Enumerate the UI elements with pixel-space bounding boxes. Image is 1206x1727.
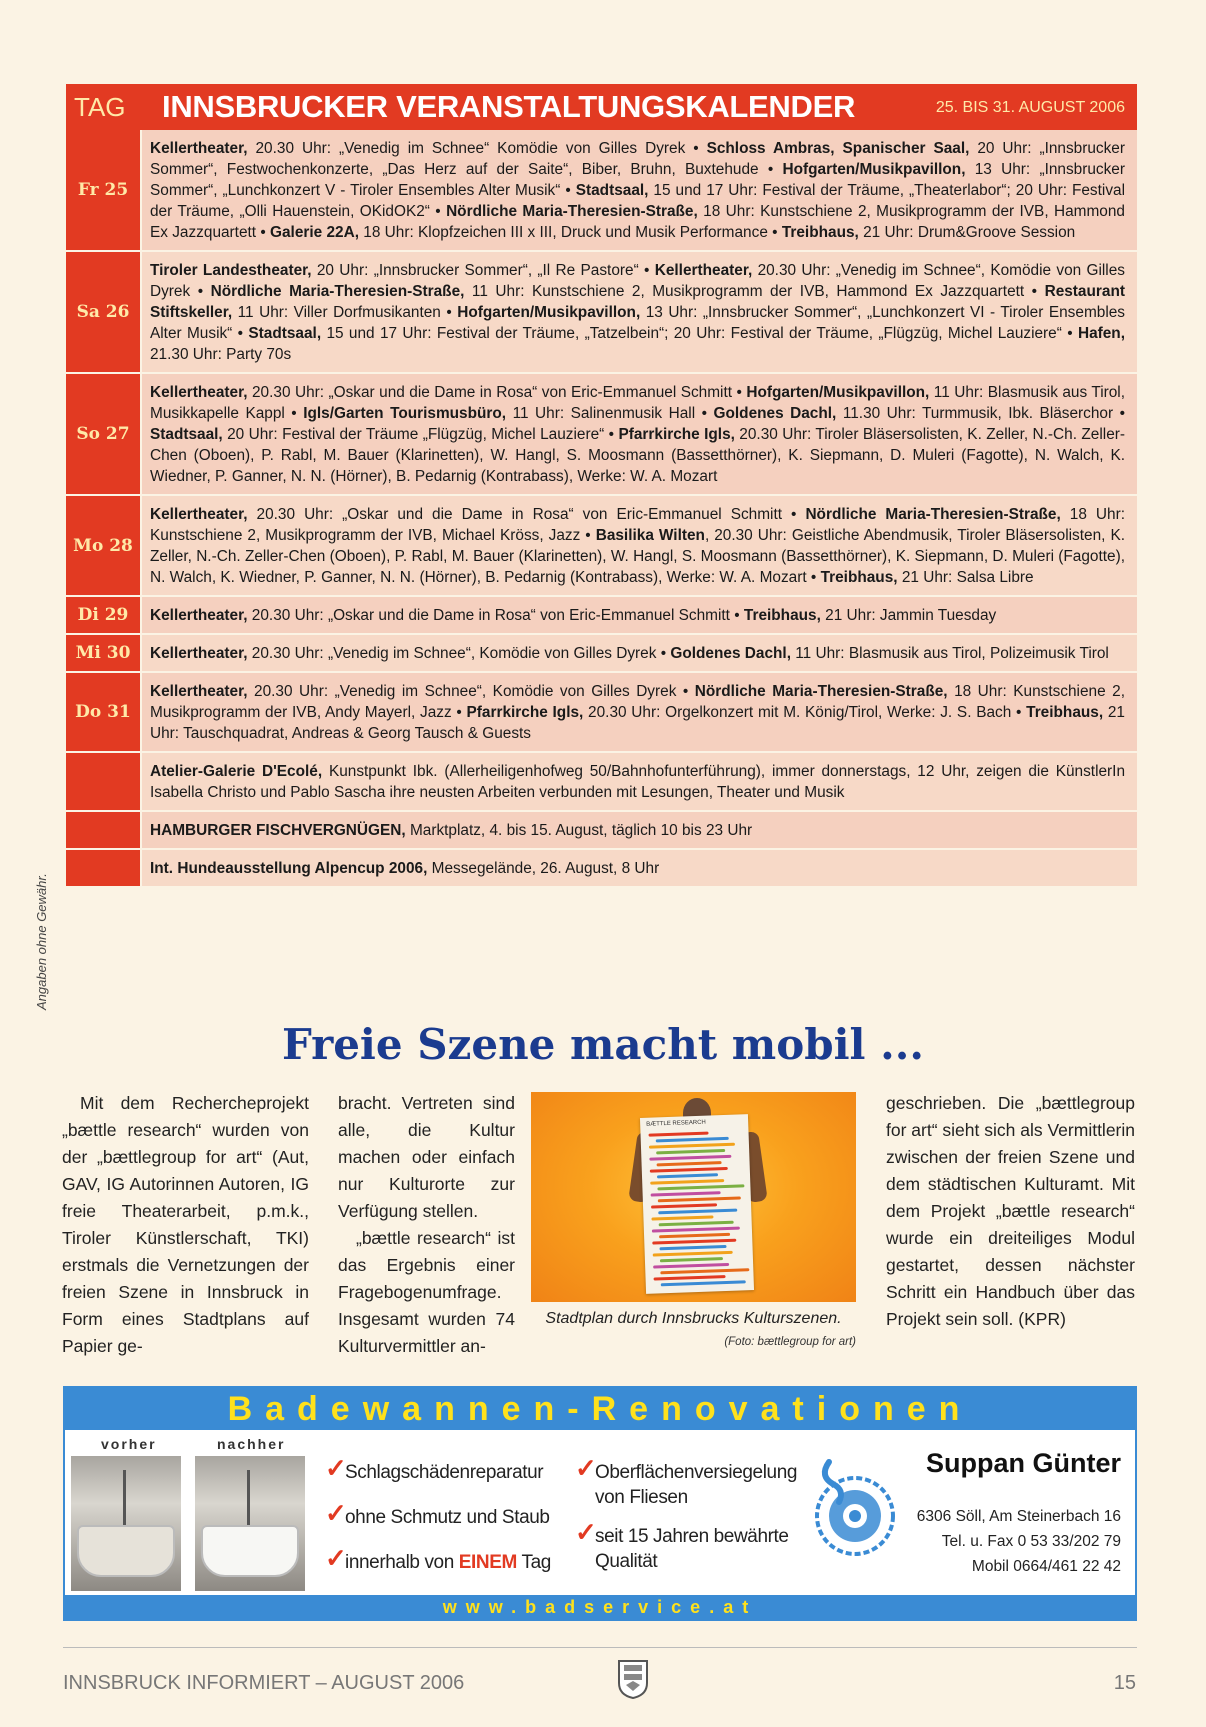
event-details: 15 und 17 Uhr: Festival der Träume, „Tatzelbein“; 20 Uhr: Festival der Träume, „Flügzüg, Michel Lauziere“ •	[321, 325, 1078, 342]
checkmark-icon: ✓	[325, 1453, 347, 1483]
event-details: 20.30 Uhr: „Oskar und die Dame in Rosa“ von Eric-Emmanuel Schmitt •	[247, 384, 747, 401]
poster-map-line	[657, 1161, 722, 1166]
event-venue: Treibhaus,	[781, 224, 859, 241]
event-venue: Hofgarten/Musikpavillon,	[746, 384, 930, 401]
calendar-day-label: Sa 26	[66, 252, 142, 372]
checkmark-icon: ✓	[575, 1517, 597, 1547]
event-details: 11 Uhr: Viller Dorfmusikanten •	[232, 304, 458, 321]
event-details: Kunstpunkt Ibk. (Allerheiligenhofweg 50/Bahnhofunterführung), immer donnerstags, 12 Uhr, zeigen die KünstlerIn Isabella Christo und Pablo Sascha ihre neusten Arbeiten verbunden mit Lesungen, Theater und Musik	[150, 763, 1126, 801]
event-details: Marktplatz, 4. bis 15. August, täglich 10 bis 23 Uhr	[405, 822, 753, 839]
event-details: 13 Uhr: „Innsbrucker Sommer“, „Lunchkonzert V - Tiroler Ensembles Alter Musik“ •	[150, 161, 1125, 199]
event-details: 11 Uhr: Blasmusik aus Tirol, Polizeimusik Tirol	[790, 645, 1109, 662]
poster-map-line	[659, 1233, 730, 1238]
after-bathtub-photo	[195, 1456, 305, 1591]
event-venue: Schloss Ambras, Spanischer Saal,	[706, 140, 970, 157]
company-website[interactable]: www.badservice.at	[65, 1595, 1135, 1619]
calendar-rows	[66, 130, 1137, 888]
event-venue: Nördliche Maria-Theresien-Straße,	[694, 683, 948, 700]
event-venue: Kellertheater,	[150, 384, 248, 401]
event-details: 20 Uhr: „Innsbrucker Sommer“, Festwochenkonzerte, „Das Herz auf der Saite“, Biber, Bruhn, Buxtehude •	[150, 140, 1125, 178]
shower-hose-shape	[123, 1470, 126, 1530]
calendar-day-events	[142, 850, 1137, 886]
article-paragraph: bracht. Vertreten sind alle, die Kultur machen oder einfach nur Kulturorte zur Verfügung stellen.	[338, 1093, 515, 1221]
company-name: Suppan Günter	[926, 1448, 1121, 1478]
day-column-label: TAG	[74, 91, 126, 122]
calendar-day-events	[142, 597, 1137, 633]
event-venue: Pfarrkirche Igls,	[466, 704, 584, 721]
calendar-day-events	[142, 812, 1137, 848]
event-details: 20 Uhr: Festival der Träume „Flügzüg, Michel Lauziere“ •	[222, 426, 619, 443]
poster-map-line	[650, 1179, 724, 1185]
poster-map-line	[653, 1263, 729, 1269]
calendar-day-label	[66, 812, 142, 848]
article-paragraph: Mit dem Rechercheprojekt „bættle research“ wurden von der „bættlegroup for art“ (Aut, GAV, IG Autorinnen Autoren, IG freie Theaterarbeit, p.m.k., Tiroler Künstlerschaft, TKI) erstmals die Vernetzungen der freien Szene in Innsbruck in Form eines Stadtplans auf Papier ge-	[62, 1093, 309, 1356]
event-details: 11.30 Uhr: Turmmusik, Ibk. Bläserchor •	[836, 405, 1125, 422]
event-calendar	[66, 84, 1137, 888]
poster-map-line	[652, 1227, 740, 1233]
event-venue: Stadtsaal,	[248, 325, 322, 342]
ad-feature-1	[325, 1453, 544, 1485]
shower-hose-shape	[247, 1470, 250, 1530]
poster-map-line	[649, 1132, 709, 1137]
event-venue: Treibhaus,	[743, 607, 821, 624]
poster-map-line	[660, 1257, 723, 1262]
event-details: 20.30 Uhr: „Oskar und die Dame in Rosa“ von Eric-Emmanuel Schmitt •	[247, 506, 806, 523]
calendar-day-label: Di 29	[66, 597, 142, 633]
calendar-date-range: 25. BIS 31. AUGUST 2006	[935, 99, 1125, 116]
calendar-row	[66, 812, 1137, 850]
event-details: 11 Uhr: Salinenmusik Hall •	[506, 405, 714, 422]
calendar-day-events	[142, 635, 1137, 671]
event-venue: Kellertheater,	[150, 506, 248, 523]
event-venue: Atelier-Galerie D'Ecolé,	[150, 763, 323, 780]
article-title: Freie Szene macht mobil ...	[281, 1020, 925, 1069]
calendar-header	[66, 84, 1137, 130]
event-details: 21 Uhr: Tauschquadrat, Andreas & Georg Tausch & Guests	[150, 704, 1125, 742]
event-venue: Kellertheater,	[654, 262, 753, 279]
ad-feature-text: ohne Schmutz und Staub	[345, 1507, 550, 1528]
calendar-day-events	[142, 753, 1137, 810]
calendar-day-events	[142, 130, 1137, 250]
event-venue: Kellertheater,	[150, 683, 248, 700]
poster-map-line	[658, 1196, 741, 1202]
event-venue: Tiroler Landestheater,	[150, 262, 312, 279]
ad-feature-text: Schlagschädenreparatur	[345, 1462, 544, 1483]
event-details: 21 Uhr: Jammin Tuesday	[820, 607, 997, 624]
before-label: vorher	[101, 1436, 157, 1452]
event-details: 18 Uhr: Kunstschiene 2, Musikprogramm der IVB, Hammond Ex Jazzquartett •	[150, 203, 1125, 241]
poster-map-line	[649, 1143, 735, 1149]
company-mobile: Mobil 0664/461 22 42	[971, 1558, 1121, 1575]
event-details: 18 Uhr: Kunstschiene 2, Musikprogramm der IVB, Andy Mayerl, Jazz •	[150, 683, 1125, 721]
event-venue: Kellertheater,	[150, 607, 248, 624]
event-venue: Igls/Garten Tourismusbüro,	[303, 405, 507, 422]
event-details: 21 Uhr: Drum&Groove Session	[858, 224, 1076, 241]
company-contact	[917, 1504, 1121, 1579]
after-label: nachher	[217, 1436, 286, 1452]
city-map-poster	[640, 1114, 754, 1294]
event-details: 20 Uhr: „Innsbrucker Sommer“, „Il Re Pastore“ •	[311, 262, 655, 279]
city-crest-icon	[617, 1655, 649, 1699]
calendar-row	[66, 496, 1137, 597]
poster-map-line	[651, 1191, 721, 1196]
event-details: 11 Uhr: Kunstschiene 2, Musikprogramm der IVB, Hammond Ex Jazzquartett •	[464, 283, 1045, 300]
calendar-day-label	[66, 753, 142, 810]
event-venue: Stadtsaal,	[150, 426, 223, 443]
association-seal-icon	[809, 1454, 897, 1564]
calendar-row	[66, 597, 1137, 635]
event-details: 11 Uhr: Blasmusik aus Tirol, Musikkapelle Kappl •	[150, 384, 1125, 422]
event-venue: HAMBURGER FISCHVERGNÜGEN,	[150, 822, 406, 839]
event-venue: Basilika Wilten	[595, 527, 705, 544]
ad-feature-text-post: Tag	[516, 1552, 551, 1573]
event-venue: Nördliche Maria-Theresien-Straße,	[210, 283, 465, 300]
poster-map-line	[649, 1155, 731, 1161]
event-details: 20.30 Uhr: Tiroler Bläsersolisten, K. Zeller, N.-Ch. Zeller-Chen (Oboen), P. Rabl, M. Bauer (Klarinetten), W. Hangl, S. Moosmann (Bassetthörner), K. Siepmann, D. Muleri (Fagotte), N. Walch, K. Wiedner, P. Ganner, N. N. (Hörner), B. Pedarnig (Kontrabass), Werke: W. A. Mozart	[150, 426, 1126, 485]
poster-map-line	[658, 1209, 737, 1215]
calendar-day-events	[142, 673, 1137, 751]
ad-feature-text: Oberflächenversiegelung von Fliesen	[595, 1462, 798, 1508]
event-venue: Galerie 22A,	[270, 224, 359, 241]
calendar-title: INNSBRUCKER VERANSTALTUNGSKALENDER	[162, 89, 856, 124]
poster-map-line	[656, 1149, 725, 1154]
poster-map-line	[657, 1184, 744, 1190]
poster-map-line	[652, 1239, 736, 1245]
checkmark-icon: ✓	[325, 1498, 347, 1528]
event-venue: Goldenes Dachl,	[670, 645, 791, 662]
ad-banner: Badewannen-Renovationen	[65, 1388, 1135, 1430]
event-details: 21.30 Uhr: Party 70s	[150, 346, 292, 363]
bathtub-basin-shape	[201, 1525, 299, 1577]
calendar-day-label: So 27	[66, 374, 142, 494]
company-phone: Tel. u. Fax 0 53 33/202 79	[941, 1533, 1121, 1550]
event-details: 18 Uhr: Klopfzeichen III x III, Druck und Musik Performance •	[359, 224, 782, 241]
event-venue: Treibhaus,	[1026, 704, 1104, 721]
calendar-day-label	[66, 850, 142, 886]
article-paragraph: geschrieben. Die „bættlegroup for art“ sieht sich als Vermittlerin zwischen der freien Szene und dem städtischen Kulturamt. Mit dem Projekt „bættle research“ wurde ein dreiteiliges Modul gestartet, dessen nächster Schritt ein Handbuch über das Projekt sein soll. (KPR)	[886, 1093, 1135, 1329]
photo-caption: Stadtplan durch Innsbrucks Kulturszenen.	[545, 1310, 842, 1327]
publication-footer: INNSBRUCK INFORMIERT – AUGUST 2006	[63, 1672, 465, 1694]
event-details: 20.30 Uhr: „Venedig im Schnee“, Komödie von Gilles Dyrek •	[150, 262, 1125, 300]
checkmark-icon: ✓	[325, 1543, 347, 1573]
page-number: 15	[1113, 1672, 1136, 1694]
article-column-1	[62, 1090, 309, 1360]
event-details: 20.30 Uhr: Orgelkonzert mit M. König/Tirol, Werke: J. S. Bach •	[583, 704, 1027, 721]
event-venue: Kellertheater,	[150, 645, 248, 662]
event-venue: Hafen,	[1077, 325, 1125, 342]
event-venue: Treibhaus,	[820, 569, 898, 586]
poster-map-line	[654, 1275, 726, 1281]
event-details: Messegelände, 26. August, 8 Uhr	[427, 860, 660, 877]
poster-map-line	[659, 1245, 726, 1250]
article-column-2	[338, 1090, 515, 1360]
calendar-row	[66, 130, 1137, 252]
bathtub-advertisement	[63, 1386, 1137, 1621]
footer-divider	[63, 1647, 1137, 1648]
article-column-4	[886, 1090, 1135, 1333]
event-details: 20.30 Uhr: „Oskar und die Dame in Rosa“ von Eric-Emmanuel Schmitt •	[247, 607, 744, 624]
calendar-day-label: Fr 25	[66, 130, 142, 250]
event-venue: Nördliche Maria-Theresien-Straße,	[805, 506, 1061, 523]
article-paragraph: „bættle research“ ist das Ergebnis einer Fragebogenumfrage. Insgesamt wurden 74 Kulturvermittler an-	[338, 1228, 515, 1356]
ad-feature-highlight: EINEM	[458, 1552, 517, 1573]
calendar-day-label: Do 31	[66, 673, 142, 751]
photo-credit: (Foto: bættlegroup for art)	[724, 1336, 856, 1348]
checkmark-icon: ✓	[575, 1453, 597, 1483]
event-venue: Hofgarten/Musikpavillon,	[457, 304, 641, 321]
calendar-row	[66, 850, 1137, 888]
event-details: 20.30 Uhr: „Venedig im Schnee“ Komödie von Gilles Dyrek •	[247, 140, 707, 157]
event-details: , 20.30 Uhr: Geistliche Abendmusik, Tiroler Bläsersolisten, K. Zeller, N.-Ch. Zeller-Chen (Oboen), P. Rabl, M. Bauer (Klarinetten), W. Hangl, S. Moosmann (Bassetthörner), K. Siepmann, D. Muleri (Fagotte), N. Walch, K. Wiedner, P. Ganner, N. N. (Hörner), B. Pedarnig (Kontrabass), Werke: W. A. Mozart •	[150, 527, 1125, 586]
calendar-row	[66, 673, 1137, 753]
calendar-row	[66, 374, 1137, 496]
event-venue: Nördliche Maria-Theresien-Straße,	[446, 203, 698, 220]
event-details: 18 Uhr: Kunstschiene 2, Musikprogramm der IVB, Michael Kröss, Jazz •	[150, 506, 1125, 544]
ad-feature-5	[575, 1517, 805, 1574]
poster-map-line	[660, 1268, 749, 1274]
event-venue: Kellertheater,	[150, 140, 248, 157]
article-figure	[531, 1092, 856, 1348]
calendar-day-events	[142, 252, 1137, 372]
ad-feature-3	[325, 1543, 551, 1575]
poster-map-line	[657, 1173, 718, 1178]
bathtub-basin-shape	[77, 1525, 175, 1577]
event-details: 20.30 Uhr: „Venedig im Schnee“, Komödie von Gilles Dyrek •	[247, 645, 671, 662]
calendar-day-events	[142, 374, 1137, 494]
event-details: 21 Uhr: Salsa Libre	[897, 569, 1034, 586]
poster-map-line	[661, 1280, 746, 1286]
poster-map-line	[651, 1215, 713, 1220]
poster-map-line	[659, 1221, 734, 1227]
before-bathtub-photo	[71, 1456, 181, 1591]
event-venue: Pfarrkirche Igls,	[618, 426, 735, 443]
event-venue: Hofgarten/Musikpavillon,	[782, 161, 966, 178]
poster-map-line	[653, 1251, 733, 1257]
event-venue: Restaurant Stiftskeller,	[150, 283, 1125, 321]
event-details: 13 Uhr: „Innsbrucker Sommer“, „Lunchkonzert VI - Tiroler Ensembles Alter Musik“ •	[150, 304, 1125, 342]
event-venue: Stadtsaal,	[575, 182, 649, 199]
poster-map-line	[656, 1137, 729, 1143]
event-venue: Int. Hundeausstellung Alpencup 2006,	[150, 860, 428, 877]
ad-feature-text-pre: innerhalb von	[345, 1552, 459, 1573]
ad-feature-text: seit 15 Jahren bewährte Qualität	[595, 1526, 789, 1572]
poster-title: BÆTTLE RESEARCH	[646, 1119, 706, 1128]
event-details: 20.30 Uhr: „Venedig im Schnee“, Komödie von Gilles Dyrek •	[247, 683, 695, 700]
ad-feature-4	[575, 1453, 805, 1510]
calendar-row	[66, 252, 1137, 374]
event-details: 15 und 17 Uhr: Festival der Träume, „Theaterlabor“; 20 Uhr: Festival der Träume, „Olli Hauenstein, OKidOK2“ •	[150, 182, 1125, 220]
ad-feature-2	[325, 1498, 550, 1530]
calendar-row	[66, 753, 1137, 812]
calendar-day-events	[142, 496, 1137, 595]
company-address: 6306 Söll, Am Steinerbach 16	[916, 1508, 1121, 1525]
event-venue: Goldenes Dachl,	[713, 405, 837, 422]
calendar-day-label: Mo 28	[66, 496, 142, 595]
poster-map-line	[650, 1167, 728, 1173]
calendar-day-label: Mi 30	[66, 635, 142, 671]
article-photo	[531, 1092, 856, 1302]
disclaimer-note: Angaben ohne Gewähr.	[34, 873, 49, 1010]
calendar-row	[66, 635, 1137, 673]
poster-map-line	[651, 1203, 717, 1208]
